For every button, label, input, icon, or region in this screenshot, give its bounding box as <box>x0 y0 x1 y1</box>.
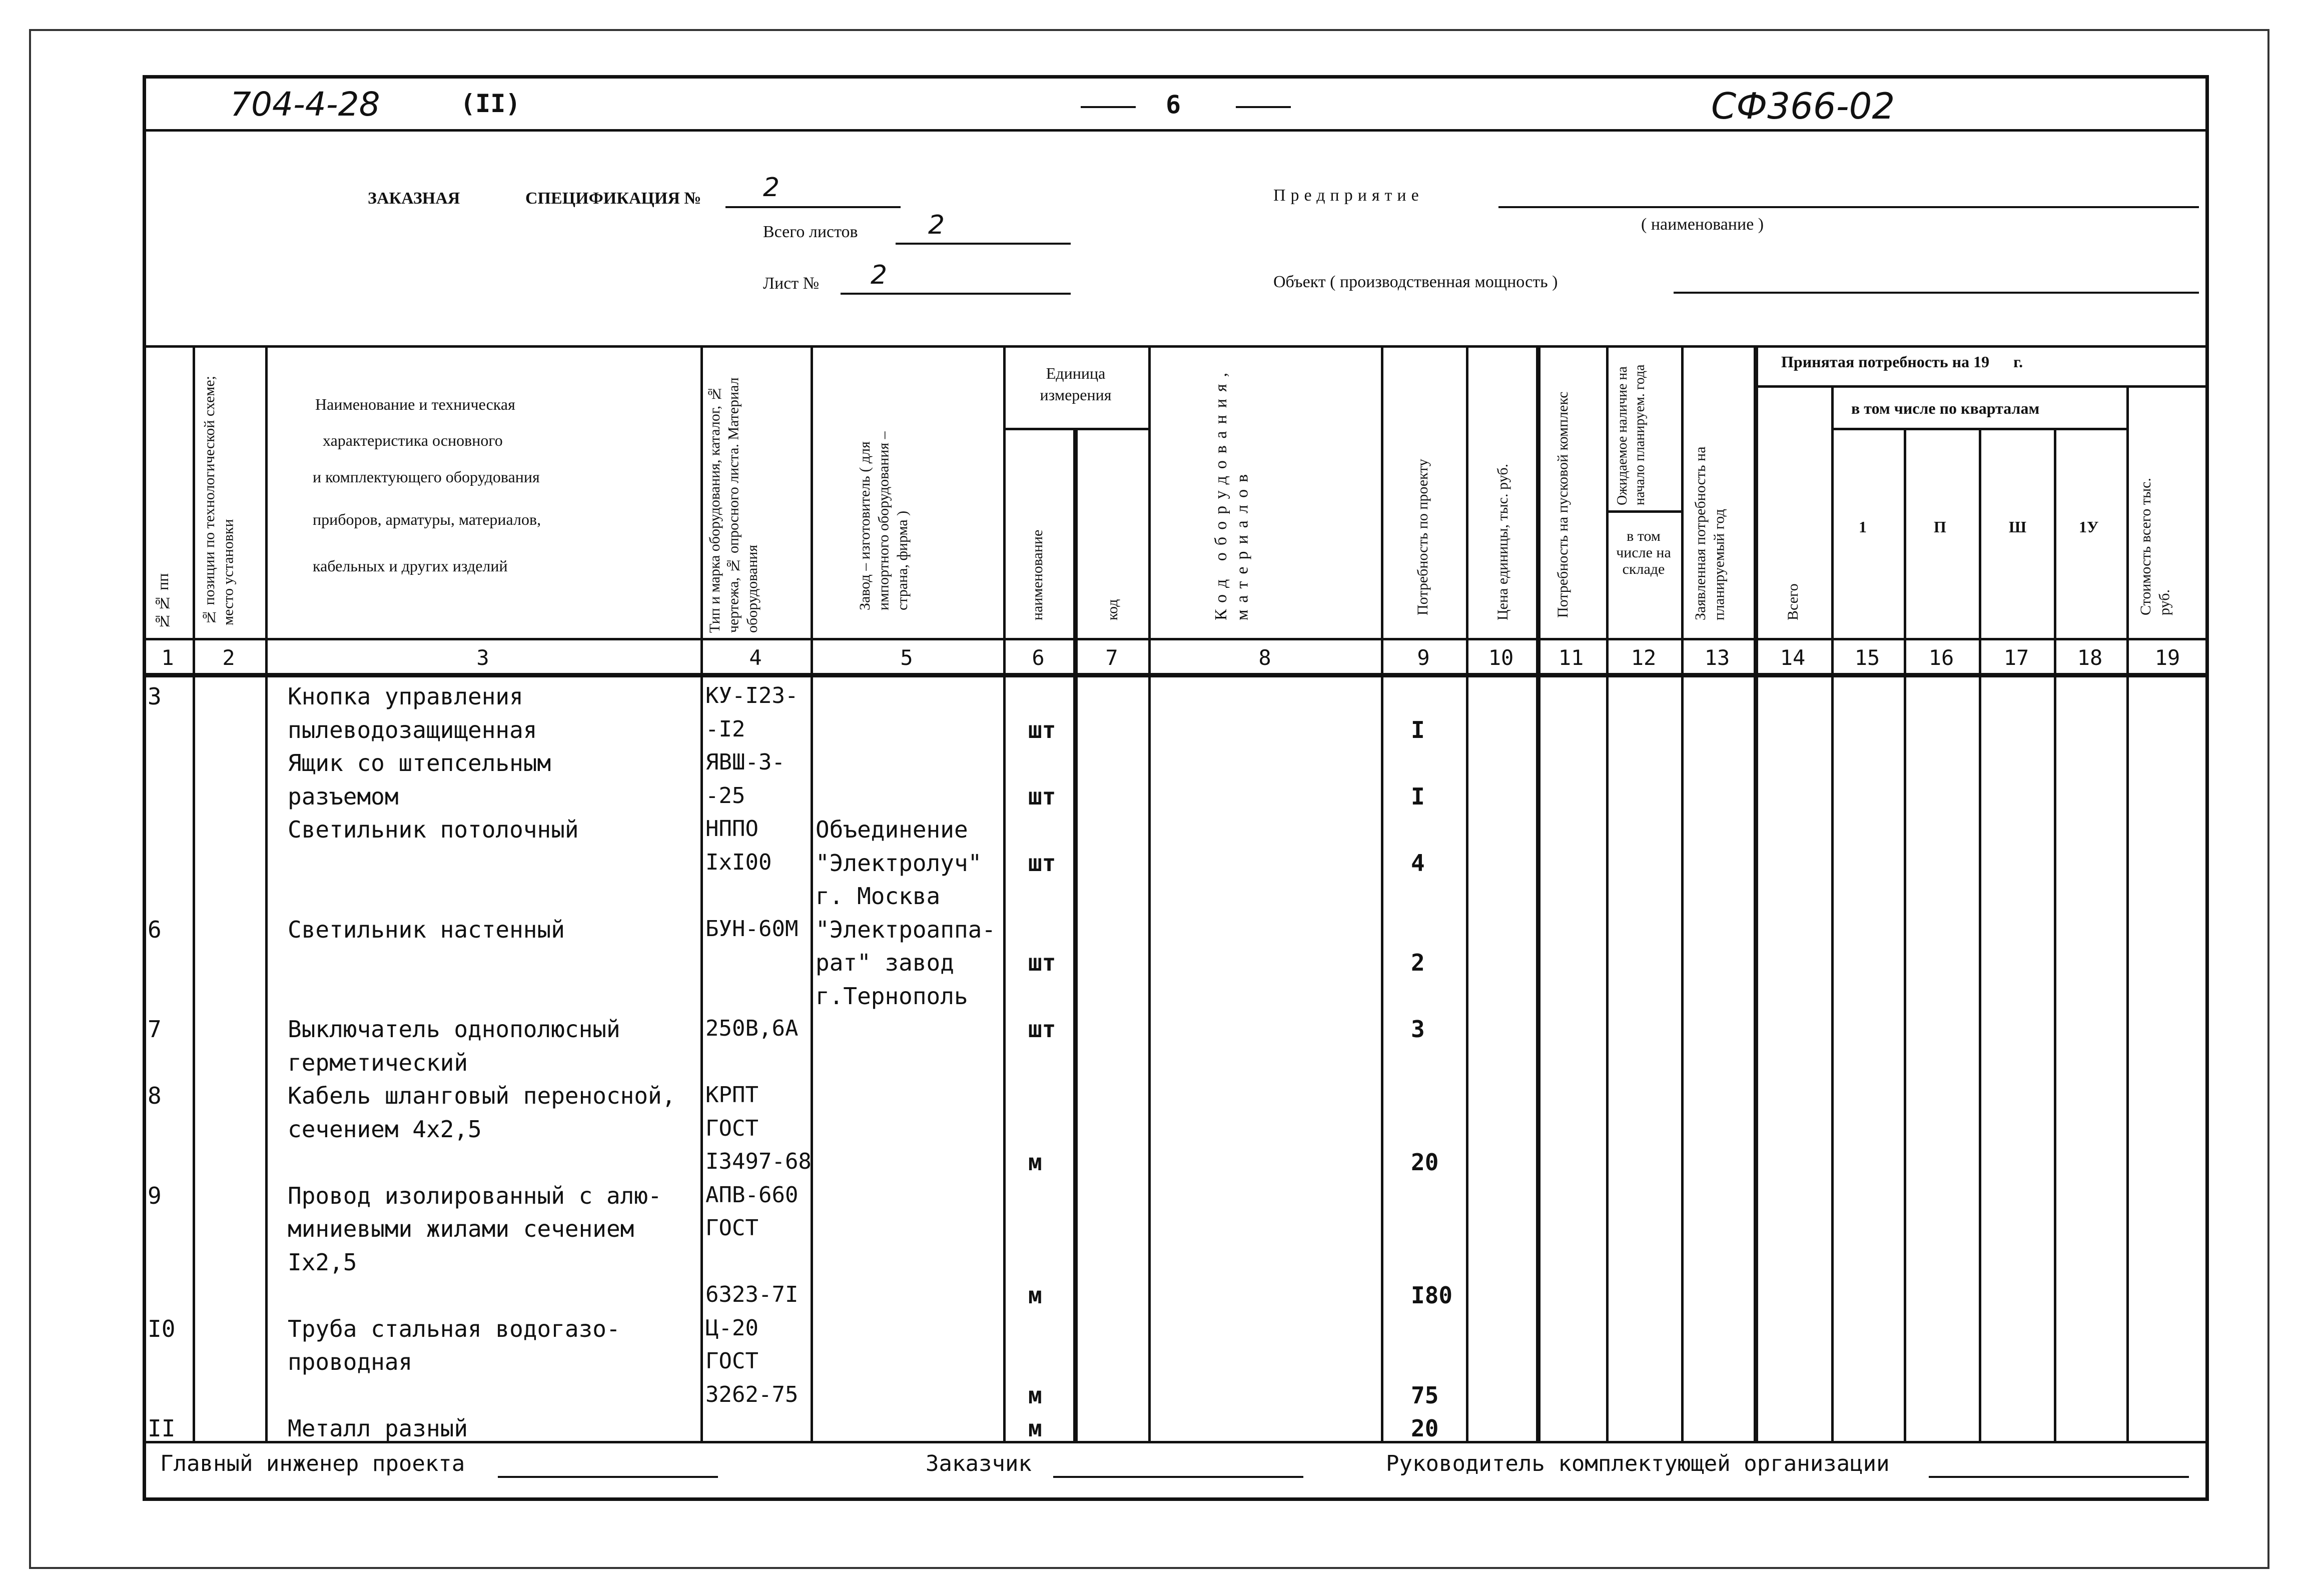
item-type: I3497-68 <box>705 1149 812 1174</box>
col-sep-14 <box>1831 385 1834 1441</box>
enterprise-hint: ( наименование ) <box>1641 215 1764 234</box>
item-type: ГОСТ <box>705 1348 758 1374</box>
item-name: Выключатель однополюсный <box>288 1016 620 1043</box>
item-unit: м <box>1028 1381 1042 1409</box>
item-type: 250В,6А <box>705 1016 799 1041</box>
item-quantity: 75 <box>1411 1381 1439 1409</box>
item-maker: "Электролуч" <box>816 849 982 877</box>
column-number-1: 1 <box>161 645 174 670</box>
item-unit: шт <box>1028 1016 1056 1043</box>
item-type: ГОСТ <box>705 1215 758 1241</box>
object-label: Объект ( производственная мощность ) <box>1273 273 1558 291</box>
col-sep-15 <box>1904 428 1906 1441</box>
item-quantity: I <box>1411 782 1425 810</box>
quarter-2-header: П <box>1934 518 1946 536</box>
column-number-11: 11 <box>1558 645 1584 670</box>
column-number-17: 17 <box>2003 645 2029 670</box>
column-number-10: 10 <box>1488 645 1514 670</box>
item-type: КУ-I23- <box>705 683 799 708</box>
item-quantity: 3 <box>1411 1016 1425 1043</box>
column-number-18: 18 <box>2077 645 2103 670</box>
accepted-divider <box>1754 385 2209 388</box>
title-strip-divider <box>143 129 2209 132</box>
total-sheets-label: Всего листов <box>763 223 858 241</box>
column-number-15: 15 <box>1854 645 1880 670</box>
col-sep-13 <box>1754 345 1758 1441</box>
col12-header-top: Ожидаемое наличие на начало планируем. года <box>1615 364 1648 505</box>
item-maker: рат" завод <box>816 949 954 976</box>
col14-header: Всего <box>1785 583 1801 620</box>
col8-header: Код оборудования, материалов <box>1212 365 1252 620</box>
item-type: ЯВШ-3- <box>705 749 785 775</box>
column-number-2: 2 <box>222 645 235 670</box>
row-number: II <box>148 1415 176 1442</box>
col-sep-5 <box>1003 345 1006 1441</box>
item-unit: м <box>1028 1149 1042 1176</box>
column-number-16: 16 <box>1928 645 1954 670</box>
column-number-12: 12 <box>1631 645 1657 670</box>
item-name: Труба стальная водогазо- <box>288 1315 620 1342</box>
col19-header: Стоимость всего тыс. руб. <box>2137 478 2173 615</box>
col6-header: наименование <box>1029 529 1046 620</box>
spec-number: 2 <box>763 173 780 203</box>
col5-header: Завод – изготовитель ( для импортного оборудования – страна, фирма ) <box>857 431 911 610</box>
row-number: 9 <box>148 1182 162 1209</box>
item-type: 6323-7I <box>705 1282 799 1307</box>
col-sep-4 <box>811 345 813 1441</box>
col13-header: Заявленная потребность на планируемый год <box>1692 446 1728 620</box>
page-dash-left <box>1081 106 1136 108</box>
total-sheets-line <box>896 243 1071 245</box>
col3-header-line4: приборов, арматуры, материалов, <box>313 510 541 528</box>
quarter-4-header: 1У <box>2079 518 2099 536</box>
item-type: 3262-75 <box>705 1381 799 1407</box>
item-type: IxI00 <box>705 849 772 875</box>
spec-title: СПЕЦИФИКАЦИЯ № <box>525 189 701 208</box>
chief-engineer-label: Главный инженер проекта <box>160 1451 465 1476</box>
spec-title-left: ЗАКАЗНАЯ <box>368 189 460 208</box>
column-number-13: 13 <box>1704 645 1730 670</box>
col3-header-line2: характеристика основного <box>323 431 503 449</box>
col-sep-16 <box>1979 428 1981 1441</box>
numbers-bottom <box>143 673 2209 677</box>
col2-header: № позиции по технологической схеме; место установки <box>201 376 237 625</box>
column-number-4: 4 <box>749 645 762 670</box>
col-sep-9 <box>1466 345 1468 1441</box>
item-name: Светильник настенный <box>288 916 565 943</box>
object-line <box>1674 292 2199 294</box>
item-name: Iх2,5 <box>288 1248 357 1276</box>
quarter-3-header: Ш <box>2009 518 2027 536</box>
col10-header: Цена единицы, тыс. руб. <box>1494 464 1511 620</box>
row-number: I0 <box>148 1315 176 1342</box>
item-type: -I2 <box>705 716 745 742</box>
unit-group-divider <box>1003 428 1148 430</box>
item-type: НППО <box>705 816 758 842</box>
table-top <box>143 345 2209 348</box>
sheet-code: СФ366-02 <box>1711 85 1895 127</box>
item-type: Ц-20 <box>705 1315 758 1341</box>
total-sheets-value: 2 <box>928 210 945 240</box>
column-number-9: 9 <box>1417 645 1430 670</box>
item-quantity: 20 <box>1411 1415 1439 1442</box>
customer-signature-line <box>1053 1476 1303 1478</box>
col-sep-7 <box>1148 345 1151 1441</box>
item-maker: Объединение <box>816 816 968 843</box>
col11-header: Потребность на пусковой комплекс <box>1555 391 1571 618</box>
item-unit: шт <box>1028 782 1056 810</box>
item-maker: г.Тернополь <box>816 982 968 1010</box>
col-sep-6 <box>1073 428 1078 1441</box>
col-sep-3 <box>700 345 703 1441</box>
item-name: Провод изолированный с алю- <box>288 1182 662 1209</box>
col-sep-18 <box>2126 385 2129 1441</box>
item-name: сечением 4х2,5 <box>288 1115 482 1143</box>
item-name: Кабель шланговый переносной, <box>288 1082 676 1109</box>
item-unit: шт <box>1028 716 1056 743</box>
doc-code: 704-4-28 <box>230 85 380 124</box>
column-number-6: 6 <box>1032 645 1045 670</box>
item-unit: м <box>1028 1282 1042 1309</box>
col-sep-10 <box>1536 345 1541 1441</box>
stock-divider <box>1606 510 1681 513</box>
col-sep-17 <box>2054 428 2056 1441</box>
item-name: миниевыми жилами сечением <box>288 1215 634 1242</box>
supplier-head-label: Руководитель комплектующей организации <box>1386 1451 1890 1476</box>
chief-engineer-signature-line <box>498 1476 718 1478</box>
page-dash-right <box>1236 106 1291 108</box>
col3-header-line1: Наименование и техническая <box>315 395 515 413</box>
item-quantity: I <box>1411 716 1425 743</box>
col-sep-8 <box>1381 345 1383 1441</box>
quarters-divider <box>1831 428 2126 430</box>
item-type: АПВ-660 <box>705 1182 799 1208</box>
item-name: разъемом <box>288 782 399 810</box>
item-maker: "Электроаппа- <box>816 916 996 943</box>
spec-number-line <box>725 206 901 208</box>
item-name: Светильник потолочный <box>288 816 579 843</box>
sheet-label: Лист № <box>763 274 820 293</box>
col12-header-bottom: в том числе на складе <box>1616 528 1671 577</box>
col4-header: Тип и марка оборудования, каталог, № чертежа, № опросного листа. Материал оборудования <box>706 377 760 633</box>
item-quantity: 2 <box>1411 949 1425 976</box>
column-number-5: 5 <box>900 645 913 670</box>
column-number-7: 7 <box>1105 645 1118 670</box>
column-number-3: 3 <box>476 645 489 670</box>
col-sep-12 <box>1681 345 1684 1441</box>
col9-header: Потребность по проекту <box>1414 459 1431 615</box>
item-quantity: 4 <box>1411 849 1425 877</box>
col-sep-11 <box>1606 345 1609 1441</box>
item-type: ГОСТ <box>705 1115 758 1141</box>
doc-part: (II) <box>460 89 521 118</box>
column-number-8: 8 <box>1258 645 1271 670</box>
col-sep-2 <box>265 345 268 1441</box>
col-sep-1 <box>193 345 195 1441</box>
column-number-19: 19 <box>2154 645 2180 670</box>
item-name: Металл разный <box>288 1415 468 1442</box>
header-bottom <box>143 638 2209 640</box>
col7-header: код <box>1104 599 1121 620</box>
enterprise-line <box>1498 206 2199 208</box>
item-unit: м <box>1028 1415 1042 1442</box>
item-name: Ящик со штепсельным <box>288 749 551 776</box>
page-number: 6 <box>1166 90 1181 119</box>
item-name: проводная <box>288 1348 413 1375</box>
item-unit: шт <box>1028 949 1056 976</box>
row-number: 7 <box>148 1016 162 1043</box>
item-quantity: 20 <box>1411 1149 1439 1176</box>
customer-label: Заказчик <box>926 1451 1032 1476</box>
item-type: БУН-60М <box>705 916 799 942</box>
col1-header: №№ пп <box>154 573 172 630</box>
sheet-value: 2 <box>871 260 888 290</box>
item-unit: шт <box>1028 849 1056 877</box>
column-number-14: 14 <box>1780 645 1806 670</box>
item-type: -25 <box>705 782 745 809</box>
supplier-head-signature-line <box>1929 1476 2189 1478</box>
sheet-line <box>841 293 1071 295</box>
item-quantity: I80 <box>1411 1282 1453 1309</box>
quarters-header: в том числе по кварталам <box>1851 399 2040 417</box>
item-name: пылеводозащищенная <box>288 716 537 743</box>
col3-header-line5: кабельных и других изделий <box>313 557 508 575</box>
form-frame <box>143 75 2209 1501</box>
item-maker: г. Москва <box>816 883 941 910</box>
item-type: КРПТ <box>705 1082 758 1108</box>
row-number: 8 <box>148 1082 162 1109</box>
unit-group-header: Единица измерения <box>1040 364 1112 404</box>
row-number: 6 <box>148 916 162 943</box>
item-name: Кнопка управления <box>288 683 523 710</box>
col3-header-line3: и комплектующего оборудования <box>313 468 540 486</box>
accepted-header: Принятая потребность на 19 г. <box>1781 353 2023 371</box>
enterprise-label: Предприятие <box>1273 186 1424 205</box>
quarter-1-header: 1 <box>1859 518 1867 536</box>
row-number: 3 <box>148 683 162 710</box>
item-name: герметический <box>288 1049 468 1076</box>
